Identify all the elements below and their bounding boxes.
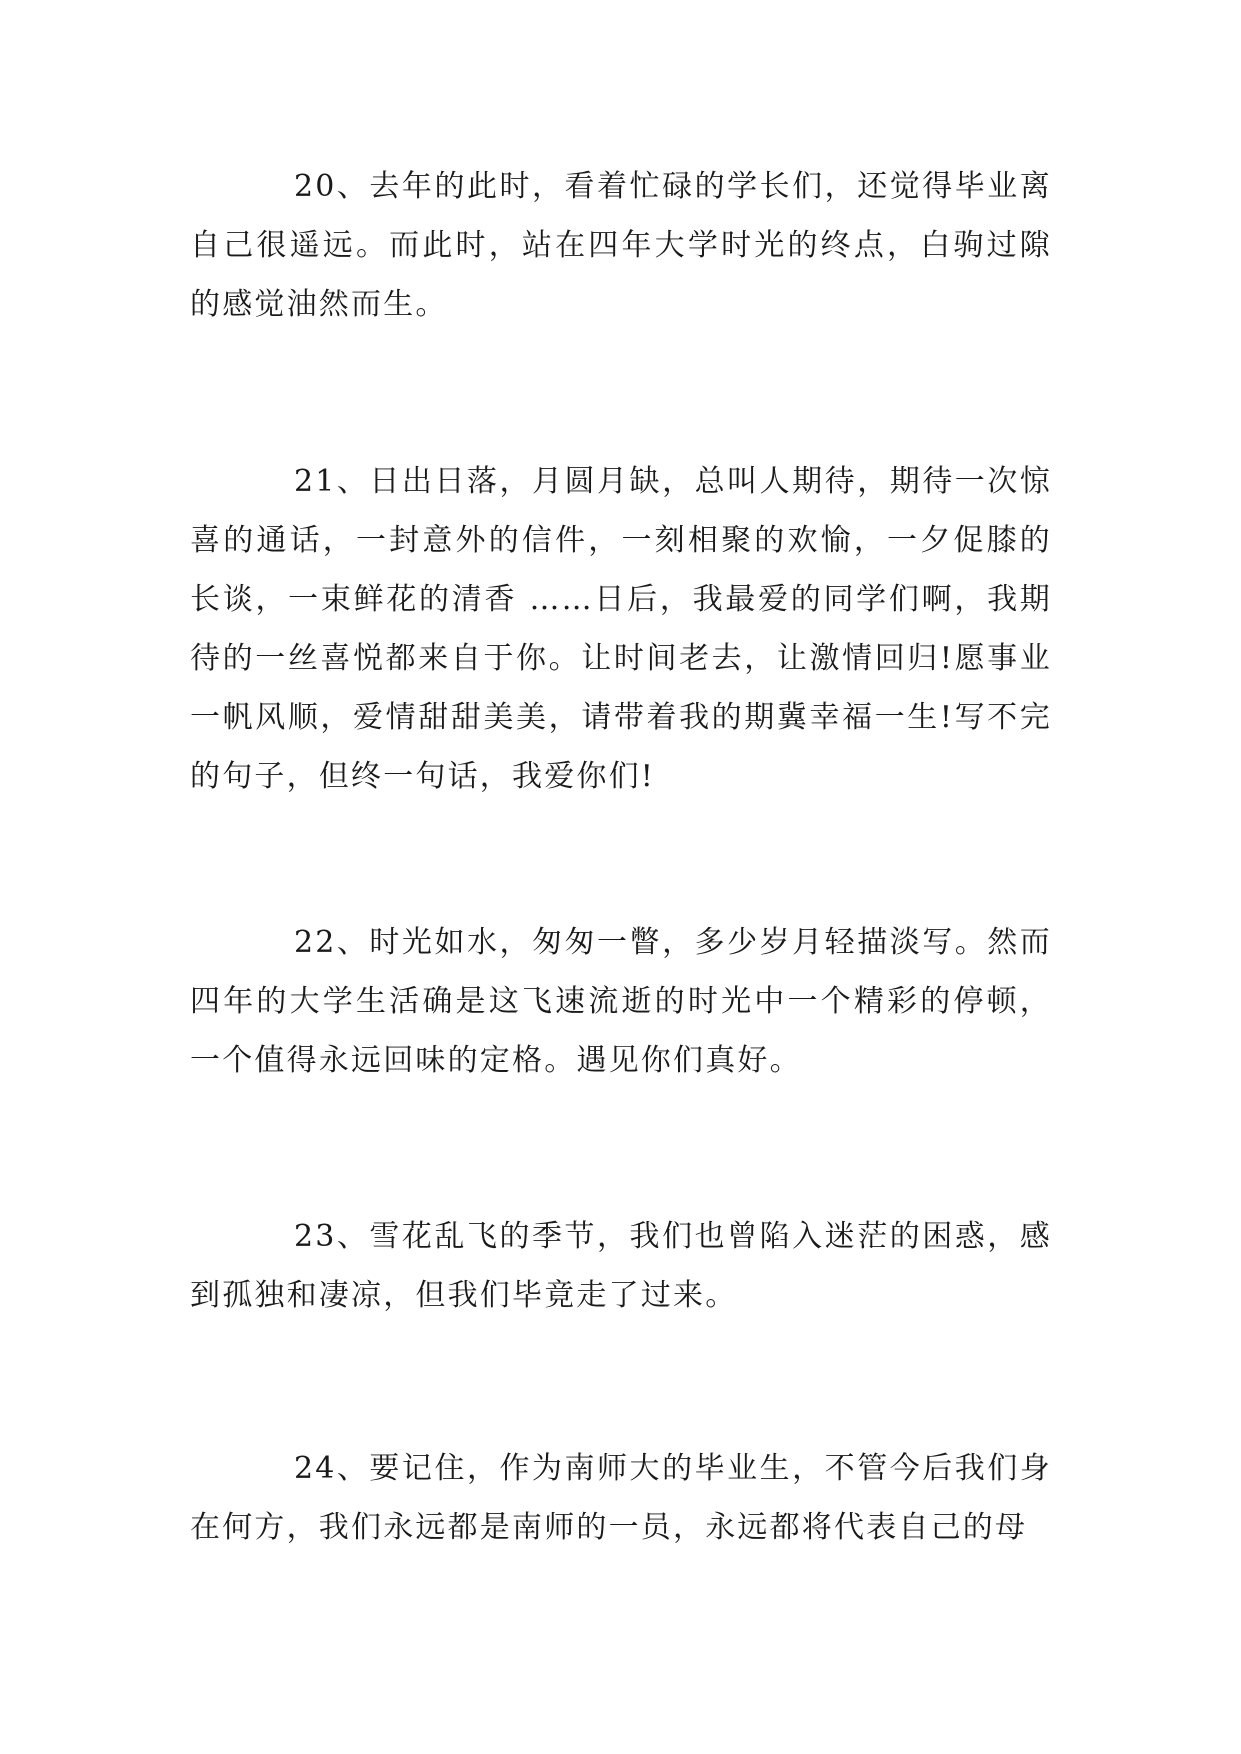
paragraph-23: 23、雪花乱飞的季节，我们也曾陷入迷茫的困惑，感到孤独和凄凉，但我们毕竟走了过来。 [190,1219,1052,1313]
paragraph-20: 20、去年的此时，看着忙碌的学长们，还觉得毕业离自己很遥远。而此时，站在四年大学时光的终点，白驹过隙的感觉油然而生。 [190,169,1052,322]
paragraph-24: 24、要记住，作为南师大的毕业生，不管今后我们身在何方，我们永远都是南师的一员，永远都将代表自己的母 [190,1451,1052,1545]
paragraph-21: 21、日出日落，月圆月缺，总叫人期待，期待一次惊喜的通话，一封意外的信件，一刻相聚的欢愉，一夕促膝的长谈，一束鲜花的清香 ……日后，我最爱的同学们啊，我期待的一丝喜悦都来自于你。让时间老去，让激情回归!愿事业一帆风顺，爱情甜甜美美，请带着我的期冀幸福一生!写不完的句子，但终一句话，我爱你们! [190,464,1052,794]
paragraph-22: 22、时光如水，匆匆一瞥，多少岁月轻描淡写。然而四年的大学生活确是这飞速流逝的时光中一个精彩的停顿，一个值得永远回味的定格。遇见你们真好。 [190,925,1052,1078]
